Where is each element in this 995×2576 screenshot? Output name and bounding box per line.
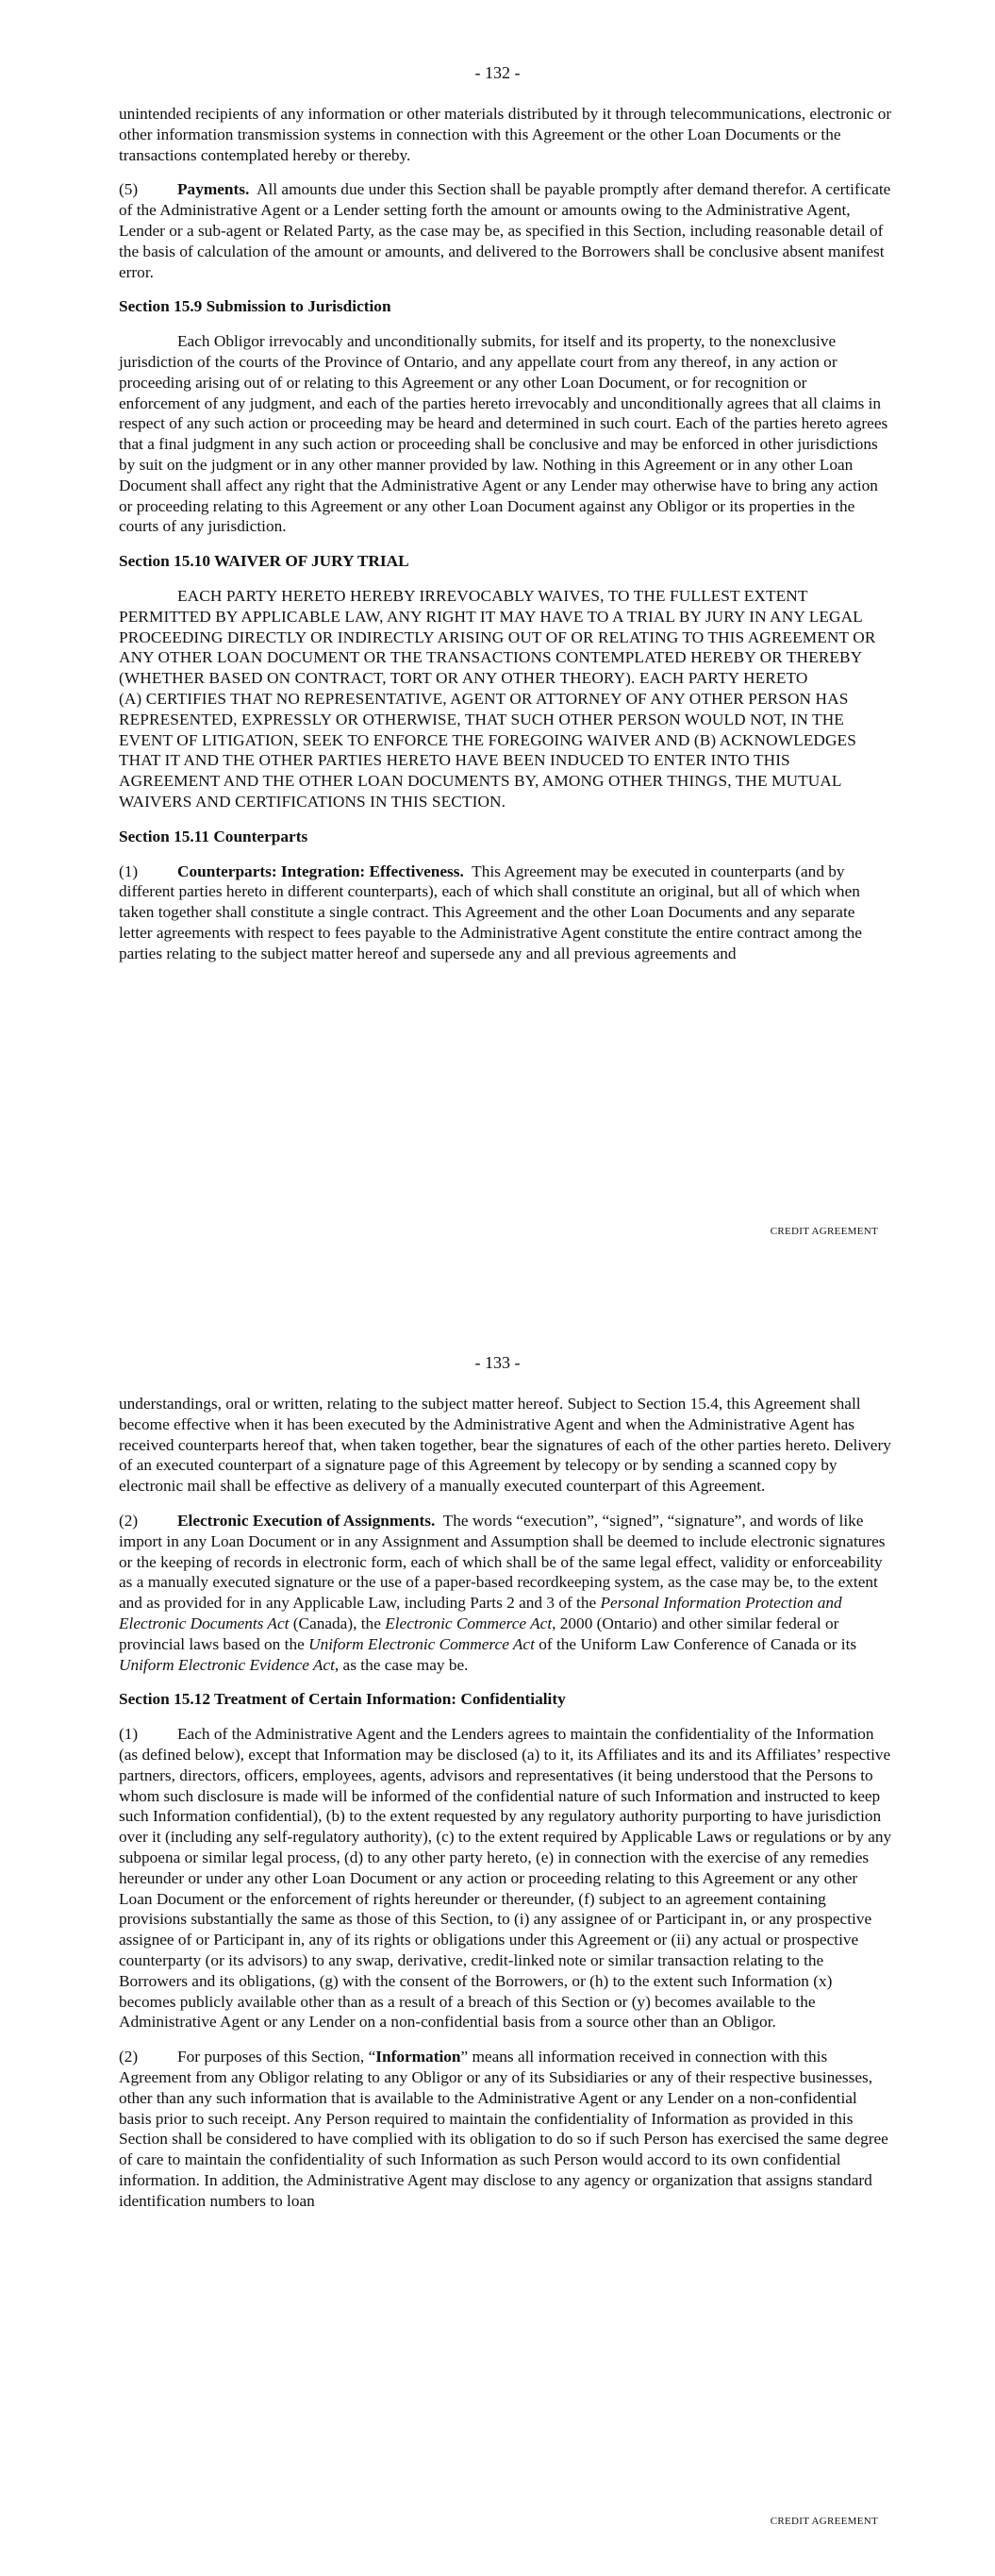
jury-waiver-paragraph <box>119 586 892 812</box>
clause-text: ” means all information received in connection with this Agreement from any Obligor relating to any Obligor or any of its Subsidiaries or any of their respective businesses, other than any such information that is available to the Administrative Agent or any Lender on a non-confidential basis prior to such receipt. Any Person required to maintain the confidentiality of Information as provided in this Section shall be considered to have complied with its obligation to do so if such Person has exercised the same degree of care to maintain the confidentiality of such Information as such Person would accord to its own confidential information. In addition, the Administrative Agent may disclose to any agency or organization that assigns standard identification numbers to loan <box>119 2048 888 2210</box>
clause-number: (5) <box>119 180 139 199</box>
confidentiality-paragraph-1 <box>119 1724 892 2032</box>
clause-label: Electronic Execution of Assignments. <box>177 1511 436 1530</box>
act-title: Personal Information Protection and Electronic Documents Act <box>119 1594 842 1632</box>
clause-text: The words “execution”, “signed”, “signature”, and words of like import in any Loan Document or in any Assignment and Assumption shall be deemed to include electronic signatures or the keeping of records in electronic form, each of which shall be of the same legal effect, validity or enforceability as a manually executed signature or the use of a paper-based recordkeeping system, as the case may be, to the extent and as provided for in any Applicable Law, including Parts 2 and 3 of the <box>119 1511 886 1613</box>
page-footer: CREDIT AGREEMENT <box>770 2516 878 2527</box>
act-title: Uniform Electronic Evidence Act <box>119 1655 335 1674</box>
section-heading: Section 15.12 Treatment of Certain Information: Confidentiality <box>119 1690 566 1709</box>
clause-number: (2) <box>119 2048 139 2066</box>
section-heading: Section 15.9 Submission to Jurisdiction <box>119 297 391 316</box>
page-133 <box>0 1288 995 2576</box>
continued-paragraph: unintended recipients of any information or other materials distributed by it through telecommunications, electronic or other information transmission systems in connection with this Agreement or the other Loan Documents or the transactions contemplated hereby or thereby. <box>119 105 892 164</box>
jury-waiver-text-a: EACH PARTY HERETO HEREBY IRREVOCABLY WAIVES, TO THE FULLEST EXTENT PERMITTED BY APPLICABLE LAW, ANY RIGHT IT MAY HAVE TO A TRIAL BY JURY IN ANY LEGAL PROCEEDING DIRECTLY OR INDIRECTLY ARISING OUT OF OR RELATING TO THIS AGREEMENT OR ANY OTHER LOAN DOCUMENT OR THE TRANSACTIONS CONTEMPLATED HEREBY OR THEREBY (WHETHER BASED ON CONTRACT, TORT OR ANY OTHER THEORY). EACH PARTY HERETO <box>119 586 876 688</box>
clause-text: Each of the Administrative Agent and the Lenders agrees to maintain the confidentiality of the Information (as defined below), except that Information may be disclosed (a) to it, its Affiliates and its and its Affiliates’ respective partners, directors, officers, employees, agents, advisors and representatives (it being understood that the Persons to whom such disclosure is made will be informed of the confidential nature of such Information and instructed to keep such Information confidential), (b) to the extent requested by any regulatory authority purporting to have jurisdiction over it (including any self-regulatory authority), (c) to the extent required by Applicable Laws or regulations or by any subpoena or similar legal process, (d) to any other party hereto, (e) in connection with the exercise of any remedies hereunder or under any other Loan Document or any action or proceeding relating to this Agreement or any other Loan Document or the enforcement of rights hereunder or thereunder, (f) subject to an agreement containing provisions substantially the same as those of this Section, to (i) any assignee of or Participant in, or any prospective assignee of or Participant in, any of its rights or obligations under this Agreement or (ii) any actual or prospective counterparty (or its advisors) to any swap, derivative, credit-linked note or similar transaction relating to the Borrowers and its obligations, (g) with the consent of the Borrowers, or (h) to the extent such Information (x) becomes publicly available other than as a result of a breach of this Section or (y) becomes available to the Administrative Agent or any Lender on a non-confidential basis from a source other than an Obligor. <box>119 1725 892 2032</box>
clause-text: of the Uniform Law Conference of Canada or its <box>539 1634 857 1653</box>
clause-number: (1) <box>119 861 139 880</box>
clause-text: All amounts due under this Section shall be payable promptly after demand therefor. A certificate of the Administrative Agent or a Lender setting forth the amount or amounts owing to the Administrative Agent, Lender or a sub-agent or Related Party, as the case may be, as specified in this Section, including reasonable detail of the basis of calculation of the amount or amounts, and delivered to the Borrowers shall be conclusive absent manifest error. <box>119 180 891 281</box>
section-heading: Section 15.10 WAIVER OF JURY TRIAL <box>119 552 409 571</box>
clause-text: (Canada), the <box>292 1614 381 1632</box>
clause-text: , as the case may be. <box>334 1655 469 1674</box>
jurisdiction-paragraph: Each Obligor irrevocably and unconditionally submits, for itself and its property, to the nonexclusive jurisdiction of the courts of the Province of Ontario, and any appellate court from any thereof, in any action or proceeding arising out of or relating to this Agreement or any other Loan Document, or for recognition or enforcement of any judgment, and each of the parties hereto irrevocably and unconditionally agrees that all claims in respect of any such action or proceeding may be heard and determined in such court. Each of the parties hereto agrees that a final judgment in any such action or proceeding shall be conclusive and may be enforced in other jurisdictions by suit on the judgment or in any other manner provided by law. Nothing in this Agreement or in any other Loan Document shall affect any right that the Administrative Agent or any Lender may otherwise have to bring any action or proceeding relating to this Agreement or any other Loan Document against any Obligor or its properties in the courts of any jurisdiction. <box>119 332 888 536</box>
page-body <box>119 104 892 978</box>
clause-text: For purposes of this Section, “ <box>177 2048 376 2066</box>
clause-text: This Agreement may be executed in counterparts (and by different parties hereto in different counterparts), each of which shall constitute an original, but all of which when taken together shall constitute a single contract. This Agreement and the other Loan Documents and any separate letter agreements with respect to fees payable to the Administrative Agent constitute the entire contract among the parties relating to the subject matter hereof and supersede any and all previous agreements and <box>119 861 862 962</box>
act-title: Uniform Electronic Commerce Act <box>308 1634 535 1653</box>
clause-label: Counterparts: Integration: Effectiveness. <box>177 861 464 880</box>
page-number: - 133 - <box>474 1353 521 1372</box>
clause-text: , 2000 (Ontario) and other similar federal or provincial laws based on the <box>119 1614 839 1653</box>
confidentiality-paragraph-2 <box>119 2047 892 2211</box>
act-title: Electronic Commerce Act <box>385 1614 553 1632</box>
counterparts-paragraph <box>119 861 892 964</box>
page-number: - 132 - <box>474 63 521 82</box>
page-body <box>119 1394 892 2225</box>
page-footer: CREDIT AGREEMENT <box>770 1226 878 1237</box>
clause-number: (2) <box>119 1511 139 1530</box>
continued-paragraph: understandings, oral or written, relating to the subject matter hereof. Subject to Section 15.4, this Agreement shall become effective when it has been executed by the Administrative Agent and when the Administrative Agent has received counterparts hereof that, when taken together, bear the signatures of each of the other parties hereto. Delivery of an executed counterpart of a signature page of this Agreement by telecopy or by sending a scanned copy by electronic mail shall be effective as delivery of a manually executed counterpart of this Agreement. <box>119 1395 891 1496</box>
clause-label: Payments. <box>177 180 250 199</box>
jury-waiver-text-b: (A) CERTIFIES THAT NO REPRESENTATIVE, AGENT OR ATTORNEY OF ANY OTHER PERSON HAS REPRESENTED, EXPRESSLY OR OTHERWISE, THAT SUCH OTHER PERSON WOULD NOT, IN THE EVENT OF LITIGATION, SEEK TO ENFORCE THE FOREGOING WAIVER AND (B) ACKNOWLEDGES THAT IT AND THE OTHER PARTIES HERETO HAVE BEEN INDUCED TO ENTER INTO THIS AGREEMENT AND THE OTHER LOAN DOCUMENTS BY, AMONG OTHER THINGS, THE MUTUAL WAIVERS AND CERTIFICATIONS IN THIS SECTION. <box>119 689 856 811</box>
clause-number: (1) <box>119 1725 139 1744</box>
payments-paragraph <box>119 179 892 282</box>
electronic-execution-paragraph <box>119 1511 892 1675</box>
defined-term: Information <box>375 2048 461 2066</box>
section-heading: Section 15.11 Counterparts <box>119 827 308 845</box>
